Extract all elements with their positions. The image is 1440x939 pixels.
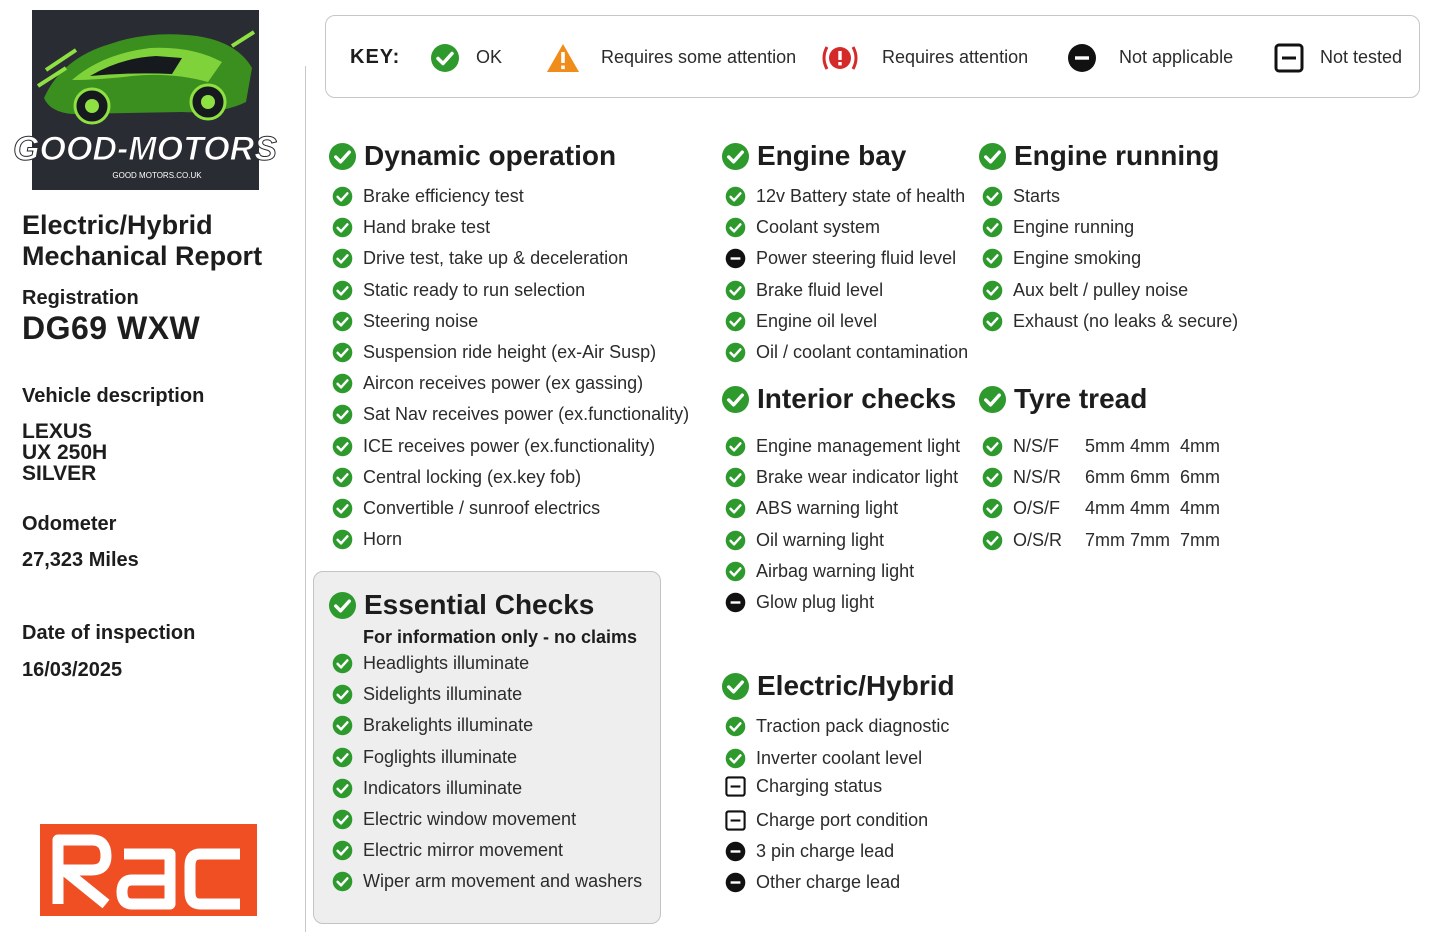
dynamic-operation-item-label: Steering noise <box>363 310 479 331</box>
dynamic-operation-item-label: Horn <box>363 529 403 550</box>
inspection-date-value: 16/03/2025 <box>22 659 123 681</box>
interior-checks-item-label: ABS warning light <box>756 498 899 519</box>
check-icon <box>982 498 1003 519</box>
report-title-line2: Mechanical Report <box>22 241 263 271</box>
check-icon <box>721 142 750 171</box>
interior-checks-item <box>725 436 960 457</box>
essential-checks-subtitle: For information only - no claims <box>363 627 638 647</box>
check-icon <box>332 404 353 425</box>
engine-bay-item <box>725 342 968 363</box>
key-ok-label: OK <box>476 47 503 67</box>
electric-hybrid-item-label: Other charge lead <box>756 872 901 892</box>
check-icon <box>982 217 1003 238</box>
minus-square-icon <box>1274 43 1304 73</box>
dynamic-operation-item-label: Convertible / sunroof electrics <box>363 498 601 518</box>
warning-triangle-icon <box>546 43 580 73</box>
check-icon <box>982 311 1003 332</box>
tyre-depths: 6mm 6mm 6mm <box>1085 467 1220 488</box>
interior-checks-item <box>725 592 874 613</box>
rac-logo <box>40 824 257 916</box>
sidebar-divider <box>305 66 306 932</box>
dynamic-operation-item <box>332 311 478 332</box>
engine-bay-item-label: Brake fluid level <box>756 279 884 300</box>
dynamic-operation-item-label: Central locking (ex.key fob) <box>363 466 582 487</box>
tyre-tread-row <box>982 436 1220 457</box>
electric-hybrid-item <box>725 810 928 831</box>
check-icon <box>328 142 357 171</box>
electric-hybrid-item-label: Charge port condition <box>756 810 929 830</box>
key-not-applicable-label: Not applicable <box>1119 47 1234 67</box>
check-icon <box>332 715 353 736</box>
electric-hybrid-item-label: Inverter coolant level <box>756 748 923 768</box>
tyre-depths: 7mm 7mm 7mm <box>1085 529 1220 550</box>
check-icon <box>332 840 353 861</box>
engine-running-item <box>982 186 1060 207</box>
check-icon <box>332 778 353 799</box>
check-icon <box>725 280 746 301</box>
essential-checks-item <box>332 747 517 768</box>
engine-bay-heading <box>721 140 906 172</box>
engine-running-title: Engine running <box>1014 140 1220 171</box>
dynamic-operation-item <box>332 498 600 519</box>
check-icon <box>725 498 746 519</box>
minus-circle-icon <box>725 592 746 613</box>
essential-checks-item <box>332 715 533 736</box>
engine-bay-item <box>725 186 965 207</box>
check-icon <box>328 591 357 620</box>
interior-checks-item-label: Airbag warning light <box>756 560 915 581</box>
minus-circle-icon <box>725 248 746 269</box>
engine-running-item-label: Exhaust (no leaks & secure) <box>1013 310 1239 331</box>
essential-checks-item <box>332 809 576 830</box>
tyre-tread-row <box>982 467 1220 488</box>
key-not-tested <box>1274 16 1402 99</box>
dynamic-operation-item <box>332 436 655 457</box>
check-icon <box>332 498 353 519</box>
check-icon <box>332 684 353 705</box>
check-icon <box>978 142 1007 171</box>
tyre-position: N/S/R <box>1013 467 1062 488</box>
key-attention <box>820 16 1028 99</box>
engine-bay-item-label: Oil / coolant contamination <box>756 342 969 362</box>
check-icon <box>978 385 1007 414</box>
check-icon <box>721 385 750 414</box>
engine-bay-item-label: 12v Battery state of health <box>756 186 966 206</box>
registration-value: DG69 WXW <box>22 310 201 346</box>
essential-checks-item-label: Headlights illuminate <box>363 653 530 673</box>
engine-bay-item-label: Engine oil level <box>756 310 878 331</box>
dynamic-operation-item-label: Brake efficiency test <box>363 186 524 206</box>
interior-checks-item-label: Engine management light <box>756 436 961 456</box>
check-icon <box>332 311 353 332</box>
interior-checks-title: Interior checks <box>757 383 957 414</box>
logo-brand-text: GOOD-MOTORS <box>13 130 277 168</box>
inspection-date-label: Date of inspection <box>22 622 196 644</box>
essential-checks-item-label: Wiper arm movement and washers <box>363 871 643 892</box>
engine-running-item-label: Starts <box>1013 186 1061 206</box>
dynamic-operation-item <box>332 373 643 394</box>
dynamic-operation-heading <box>328 140 616 172</box>
key-not-tested-label: Not tested <box>1320 47 1403 67</box>
interior-checks-item <box>725 498 898 519</box>
check-icon <box>721 672 750 701</box>
dynamic-operation-item <box>332 217 490 238</box>
engine-running-item <box>982 280 1188 301</box>
engine-bay-item-label: Coolant system <box>756 217 881 238</box>
check-icon <box>982 436 1003 457</box>
dynamic-operation-item <box>332 529 402 550</box>
key-some-attention <box>546 16 796 99</box>
check-icon <box>332 186 353 207</box>
check-icon <box>725 311 746 332</box>
good-motors-logo <box>13 10 277 190</box>
registration-label: Registration <box>22 287 139 309</box>
report-title <box>22 210 262 272</box>
check-icon <box>982 530 1003 551</box>
electric-hybrid-item <box>725 776 882 797</box>
check-icon <box>725 342 746 363</box>
check-icon <box>725 217 746 238</box>
engine-bay-item <box>725 248 956 269</box>
dynamic-operation-item-label: Sat Nav receives power (ex.functionality) <box>363 404 690 425</box>
engine-bay-item-label: Power steering fluid level <box>756 248 957 269</box>
check-icon <box>332 809 353 830</box>
check-icon <box>332 653 353 674</box>
minus-square-icon <box>725 776 746 797</box>
interior-checks-item-label: Brake wear indicator light <box>756 467 959 488</box>
dynamic-operation-item-label: Drive test, take up & deceleration <box>363 248 629 269</box>
logo-sub-text: GOOD MOTORS.CO.UK <box>112 171 202 180</box>
minus-square-icon <box>725 810 746 831</box>
dynamic-operation-item-label: Aircon receives power (ex gassing) <box>363 373 644 394</box>
dynamic-operation-item-label: Suspension ride height (ex-Air Susp) <box>363 342 657 362</box>
check-icon <box>725 467 746 488</box>
electric-hybrid-item-label: Traction pack diagnostic <box>756 716 950 736</box>
dynamic-operation-item <box>332 280 585 301</box>
check-icon <box>332 747 353 768</box>
tyre-position: N/S/F <box>1013 436 1060 456</box>
dynamic-operation-title: Dynamic operation <box>364 140 617 171</box>
check-icon <box>725 748 746 769</box>
essential-checks-title: Essential Checks <box>364 589 595 620</box>
tyre-tread-heading <box>978 383 1147 415</box>
tyre-tread-row <box>982 498 1220 519</box>
interior-checks-item <box>725 561 914 582</box>
essential-checks-item <box>332 871 642 892</box>
engine-bay-item <box>725 280 883 301</box>
minus-circle-icon <box>725 841 746 862</box>
essential-checks-item-label: Sidelights illuminate <box>363 684 523 705</box>
check-icon <box>725 186 746 207</box>
tyre-position: O/S/F <box>1013 498 1061 519</box>
interior-checks-item-label: Oil warning light <box>756 529 885 550</box>
electric-hybrid-item <box>725 872 900 893</box>
check-icon <box>982 186 1003 207</box>
dynamic-operation-item-label: Static ready to run selection <box>363 279 586 300</box>
dynamic-operation-item <box>332 404 689 425</box>
essential-checks-item-label: Brakelights illuminate <box>363 715 534 736</box>
engine-running-item-label: Engine smoking <box>1013 248 1142 269</box>
dynamic-operation-item <box>332 342 656 363</box>
electric-hybrid-item <box>725 841 894 862</box>
odometer-label: Odometer <box>22 513 117 535</box>
electric-hybrid-item-label: 3 pin charge lead <box>756 841 895 861</box>
check-icon <box>332 248 353 269</box>
engine-running-item-label: Aux belt / pulley noise <box>1013 279 1189 300</box>
engine-bay-title: Engine bay <box>757 140 907 171</box>
check-icon <box>332 217 353 238</box>
key-not-applicable <box>1067 16 1233 99</box>
engine-running-item <box>982 248 1141 269</box>
status-key <box>325 15 1420 98</box>
tyre-position: O/S/R <box>1013 529 1063 550</box>
essential-checks-item-label: Electric window movement <box>363 809 577 829</box>
check-icon <box>332 436 353 457</box>
check-icon <box>725 561 746 582</box>
essential-checks-item <box>332 684 522 705</box>
odometer-value: 27,323 Miles <box>22 549 139 571</box>
alert-icon <box>820 43 860 73</box>
report-title-line1: Electric/Hybrid <box>22 210 213 240</box>
check-icon <box>982 467 1003 488</box>
key-attention-label: Requires attention <box>882 47 1029 67</box>
interior-checks-item <box>725 467 958 488</box>
minus-circle-icon <box>725 872 746 893</box>
check-icon <box>332 467 353 488</box>
check-icon <box>725 716 746 737</box>
dynamic-operation-item-label: Hand brake test <box>363 217 491 238</box>
key-ok <box>430 16 502 99</box>
key-title: KEY: <box>350 46 401 68</box>
essential-checks-item <box>332 653 529 674</box>
tyre-depths: 4mm 4mm 4mm <box>1085 498 1220 519</box>
key-some-attention-label: Requires some attention <box>601 47 797 67</box>
essential-checks-heading <box>328 589 594 621</box>
minus-circle-icon <box>1067 43 1097 73</box>
engine-running-item-label: Engine running <box>1013 217 1135 238</box>
vehicle-make: LEXUS <box>22 420 93 443</box>
check-icon <box>982 280 1003 301</box>
interior-checks-item-label: Glow plug light <box>756 592 875 612</box>
essential-checks-item-label: Foglights illuminate <box>363 746 518 767</box>
dynamic-operation-item <box>332 467 581 488</box>
check-icon <box>332 280 353 301</box>
essential-checks-item-label: Indicators illuminate <box>363 777 523 798</box>
tyre-tread-row <box>982 530 1220 551</box>
engine-bay-item <box>725 217 880 238</box>
check-icon <box>332 871 353 892</box>
check-icon <box>332 373 353 394</box>
check-icon <box>725 436 746 457</box>
electric-hybrid-heading <box>721 670 955 702</box>
check-icon <box>982 248 1003 269</box>
vehicle-colour: SILVER <box>22 462 97 485</box>
electric-hybrid-item-label: Charging status <box>756 776 883 796</box>
vehicle-description <box>22 421 107 484</box>
check-icon <box>430 43 460 73</box>
dynamic-operation-item <box>332 248 628 269</box>
engine-bay-item <box>725 311 877 332</box>
essential-checks-item <box>332 778 522 799</box>
engine-running-heading <box>978 140 1219 172</box>
electric-hybrid-title: Electric/Hybrid <box>757 670 955 701</box>
vehicle-description-label: Vehicle description <box>22 385 205 407</box>
essential-checks-item <box>332 840 563 861</box>
check-icon <box>332 342 353 363</box>
electric-hybrid-item <box>725 716 949 737</box>
check-icon <box>332 529 353 550</box>
interior-checks-item <box>725 530 884 551</box>
tyre-tread-title: Tyre tread <box>1014 383 1148 414</box>
check-icon <box>725 530 746 551</box>
engine-running-item <box>982 311 1238 332</box>
dynamic-operation-item-label: ICE receives power (ex.functionality) <box>363 435 656 456</box>
dynamic-operation-item <box>332 186 524 207</box>
tyre-depths: 5mm 4mm 4mm <box>1085 436 1220 456</box>
essential-checks-item-label: Electric mirror movement <box>363 840 564 861</box>
interior-checks-heading <box>721 383 956 415</box>
engine-running-item <box>982 217 1134 238</box>
vehicle-model: UX 250H <box>22 441 108 464</box>
electric-hybrid-item <box>725 748 922 769</box>
